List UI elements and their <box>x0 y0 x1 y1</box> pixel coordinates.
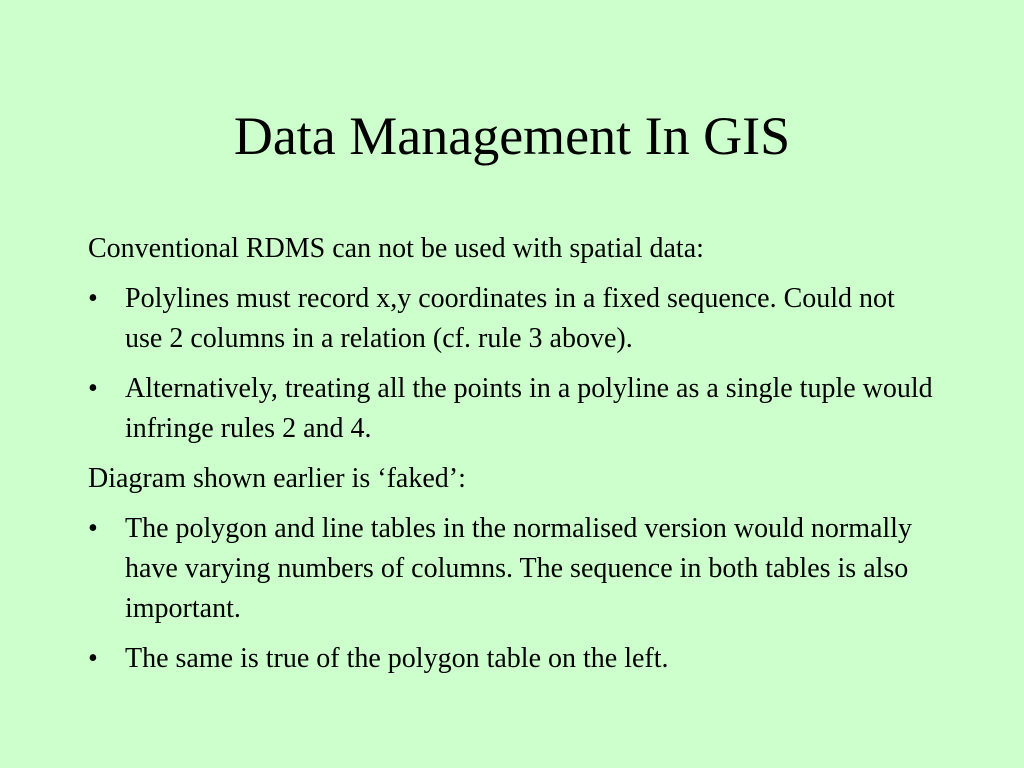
intro-paragraph: Conventional RDMS can not be used with spatial data: <box>88 233 704 264</box>
bullet-icon: • <box>88 513 98 544</box>
bullet-icon: • <box>88 373 98 404</box>
bullet-item <box>88 639 938 679</box>
bullet-text: Alternatively, treating all the points in a polyline as a single tuple would infringe rules 2 and 4. <box>125 373 933 444</box>
slide-title: Data Management In GIS <box>233 106 791 166</box>
slide-body <box>88 229 938 689</box>
bullet-item <box>88 509 938 629</box>
bullet-text: The polygon and line tables in the normalised version would normally have varying numbers of columns. The sequence in both tables is also important. <box>125 513 912 624</box>
bullet-text: Polylines must record x,y coordinates in a fixed sequence. Could not use 2 columns in a relation (cf. rule 3 above). <box>125 283 895 354</box>
bullet-icon: • <box>88 283 98 314</box>
bullet-icon: • <box>88 643 98 674</box>
section-paragraph: Diagram shown earlier is ‘faked’: <box>88 463 466 494</box>
bullet-item <box>88 369 938 449</box>
bullet-text: The same is true of the polygon table on the left. <box>125 643 669 674</box>
bullet-item <box>88 279 938 359</box>
